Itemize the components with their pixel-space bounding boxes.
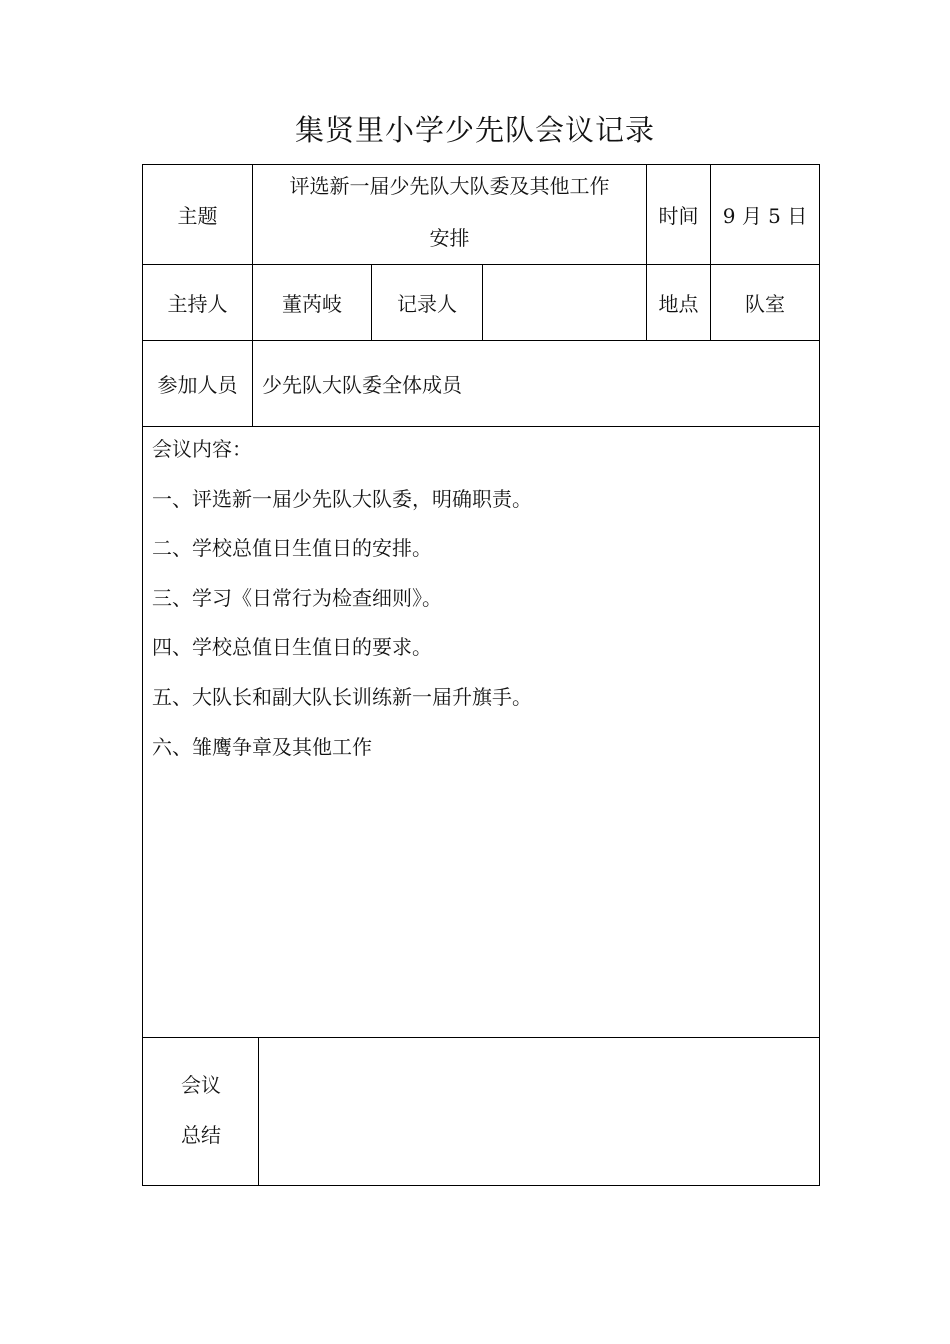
place-value: 队室 (745, 292, 785, 316)
summary-label-line1: 会议 (181, 1073, 221, 1097)
theme-value-line1: 评选新一届少先队大队委及其他工作 (289, 174, 610, 198)
table-border-right (819, 164, 820, 1186)
time-label: 时间 (658, 204, 699, 228)
recorder-value (483, 265, 646, 340)
host-label: 主持人 (167, 292, 228, 316)
content-heading: 会议内容： (152, 437, 252, 461)
row-divider-3 (142, 426, 820, 427)
summary-label-line2: 总结 (181, 1123, 221, 1147)
page-title: 集贤里小学少先队会议记录 (294, 113, 655, 147)
list-item: 三、学习《日常行为检查细则》。 (152, 585, 442, 610)
theme-label: 主题 (177, 204, 218, 228)
participants-value: 少先队大队委全体成员 (262, 373, 462, 397)
host-value: 董芮岐 (282, 292, 342, 316)
theme-value (253, 160, 646, 264)
recorder-label: 记录人 (397, 292, 457, 316)
participants-label: 参加人员 (157, 373, 238, 397)
theme-value-line2: 安排 (429, 226, 470, 250)
time-value: 9 月 5 日 (722, 204, 808, 228)
meeting-content (152, 430, 802, 777)
list-item: 二、学校总值日生值日的安排。 (152, 536, 432, 561)
list-item: 四、学校总值日生值日的要求。 (152, 635, 432, 660)
list-item: 六、雏鹰争章及其他工作 (152, 734, 372, 759)
table-border-bottom (142, 1185, 820, 1186)
place-label: 地点 (658, 292, 699, 316)
list-item: 五、大队长和副大队长训练新一届升旗手。 (152, 684, 532, 709)
summary-value (268, 1038, 808, 1185)
list-item: 一、评选新一届少先队大队委，明确职责。 (152, 486, 532, 511)
summary-label (143, 1060, 259, 1160)
